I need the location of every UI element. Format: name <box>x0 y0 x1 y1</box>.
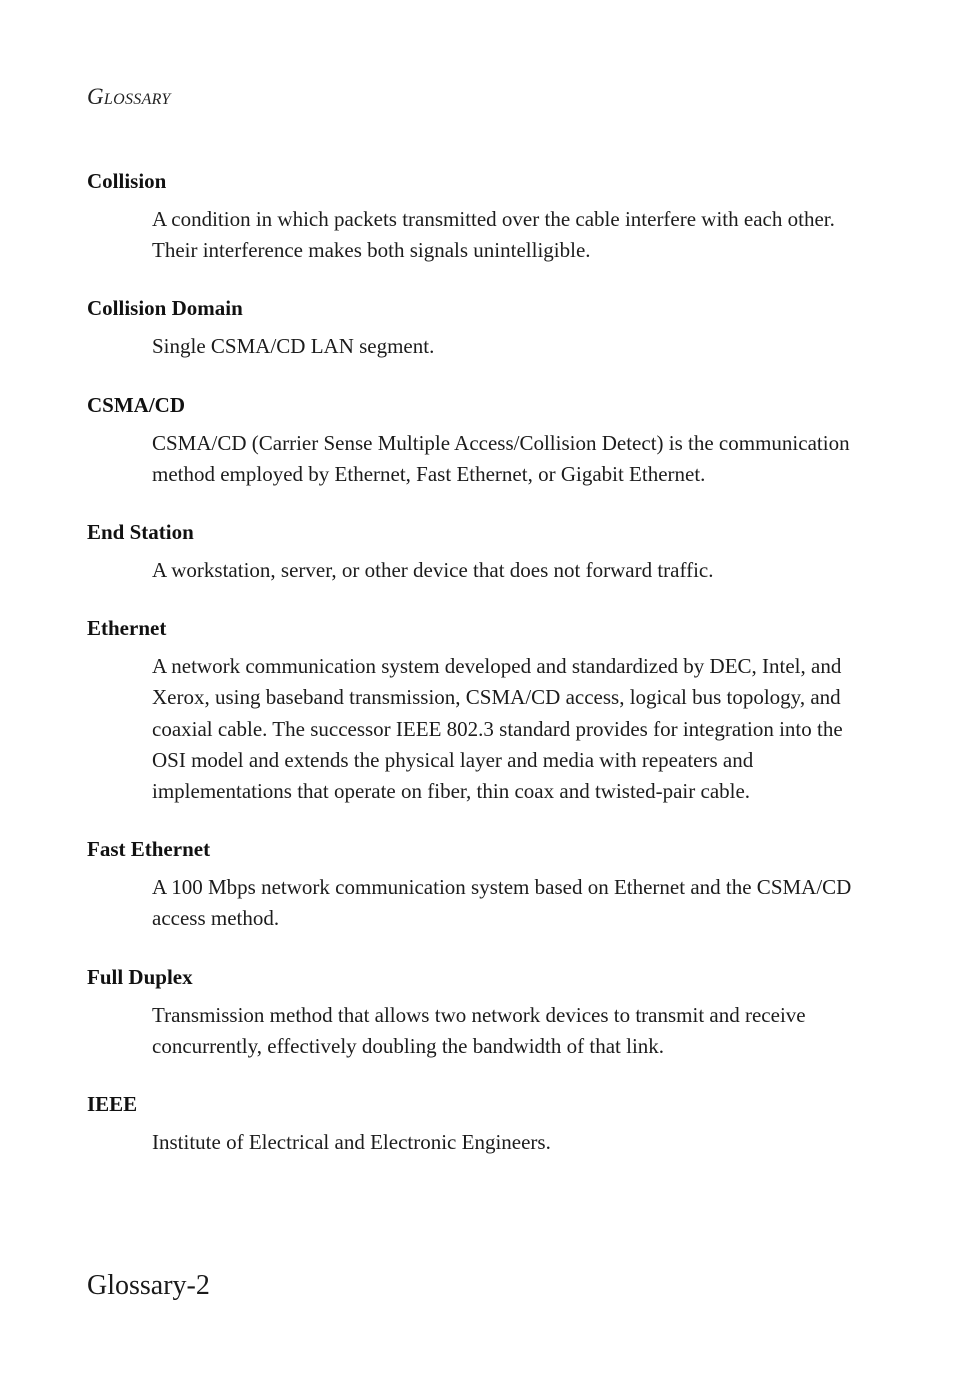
glossary-definition: A 100 Mbps network communication system based on Ethernet and the CSMA/CD access method. <box>152 875 852 931</box>
glossary-definition: A condition in which packets transmitted over the cable interfere with each other. Their interference makes both signals unintelligible. <box>152 207 835 263</box>
glossary-term: IEEE <box>87 1092 138 1117</box>
glossary-entry-ethernet <box>87 614 857 807</box>
glossary-term: CSMA/CD <box>87 392 185 417</box>
glossary-entry-csma-cd <box>87 391 857 490</box>
glossary-entry-collision <box>87 167 857 266</box>
glossary-entry-ieee <box>87 1090 857 1158</box>
page-number: Glossary-2 <box>87 1270 210 1301</box>
glossary-entry-end-station <box>87 518 857 586</box>
glossary-term: End Station <box>87 520 194 545</box>
glossary-definition: Institute of Electrical and Electronic Engineers. <box>152 1130 551 1155</box>
glossary-term: Fast Ethernet <box>87 837 211 862</box>
glossary-term: Full Duplex <box>87 964 193 989</box>
glossary-entry-fast-ethernet <box>87 835 857 934</box>
glossary-entry-full-duplex <box>87 963 857 1062</box>
glossary-term: Collision <box>87 169 167 193</box>
glossary-term: Collision Domain <box>87 296 243 321</box>
glossary-term: Ethernet <box>87 616 167 641</box>
glossary-entry-collision-domain <box>87 294 857 362</box>
glossary-definition: Transmission method that allows two network devices to transmit and receive concurrently, effectively doubling the bandwidth of that link. <box>152 1002 806 1058</box>
glossary-list <box>87 167 857 1186</box>
running-header: Glossary <box>87 84 171 109</box>
glossary-definition: A network communication system developed and standardized by DEC, Intel, and Xerox, using baseband transmission, CSMA/CD access, logical bus topology, and coaxial cable. The successor IEEE 802.3 standard provides for integration into the OSI model and extends the physical layer and media with repeaters and implementations that operate on fiber, thin coax and twisted-pair cable. <box>152 654 843 804</box>
glossary-definition: CSMA/CD (Carrier Sense Multiple Access/Collision Detect) is the communication method employed by Ethernet, Fast Ethernet, or Gigabit Ethernet. <box>152 430 850 486</box>
glossary-definition: A workstation, server, or other device that does not forward traffic. <box>152 558 714 583</box>
glossary-definition: Single CSMA/CD LAN segment. <box>152 334 435 359</box>
